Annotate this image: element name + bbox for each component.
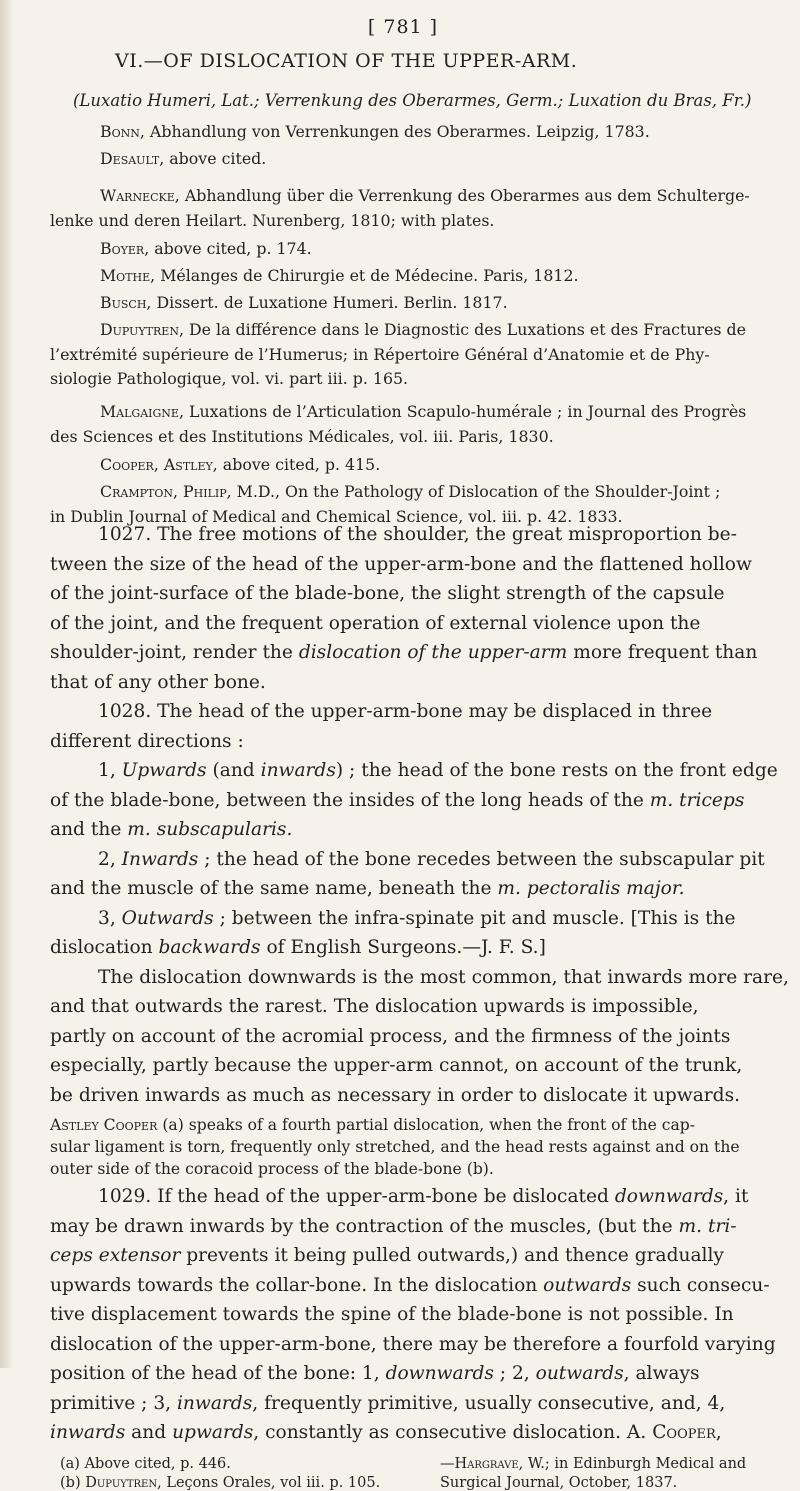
text-line: upwards towards the collar-bone. In the dislocation outwards such consecu- xyxy=(50,1274,770,1296)
text-line: 1027. The free motions of the shoulder, the great misproportion be- xyxy=(98,524,737,545)
text-line: 3, Outwards ; between the infra-spinate pit and muscle. [This is the xyxy=(98,907,736,929)
bib-entry: Crampton, Philip, M.D., On the Pathology of Dislocation of the Shoulder-Joint ; xyxy=(100,482,721,501)
page-edge-shadow xyxy=(0,0,14,1368)
text-line: be driven inwards as much as necessary in order to dislocate it upwards. xyxy=(50,1084,741,1106)
text-line: tive displacement towards the spine of the blade-bone is not possible. In xyxy=(50,1304,734,1325)
bib-entry: Boyer, above cited, p. 174. xyxy=(100,239,312,258)
bib-entry: Mothe, Mélanges de Chirurgie et de Médecine. Paris, 1812. xyxy=(100,266,579,285)
bib-entry-continued: lenke und deren Heilart. Nurenberg, 1810; with plates. xyxy=(50,211,495,230)
bib-entry: Malgaigne, Luxations de l’Articulation Scapulo-humérale ; in Journal des Progrès xyxy=(100,402,747,421)
text-line: Astley Cooper (a) speaks of a fourth partial dislocation, when the front of the cap- xyxy=(50,1116,696,1134)
bib-entry: Dupuytren, De la différence dans le Diagnostic des Luxations et des Fractures de xyxy=(100,320,747,339)
text-line: dislocation of the upper-arm-bone, there may be therefore a fourfold varying xyxy=(50,1333,776,1355)
text-line: of the blade-bone, between the insides of the long heads of the m. triceps xyxy=(50,789,745,811)
text-line: inwards and upwards, constantly as consecutive dislocation. A. Cooper, xyxy=(50,1422,722,1443)
chapter-title: VI.—OF DISLOCATION OF THE UPPER-ARM. xyxy=(115,50,578,72)
text-line: dislocation backwards of English Surgeons.—J. F. S.] xyxy=(50,937,546,958)
text-line: and the muscle of the same name, beneath the m. pectoralis major. xyxy=(50,878,685,899)
text-line: different directions : xyxy=(50,730,244,752)
page-number: [ 781 ] xyxy=(367,16,439,38)
text-line: of the joint-surface of the blade-bone, the slight strength of the capsule xyxy=(50,583,725,604)
bib-entry-continued: l’extrémité supérieure de l’Humerus; in Répertoire Général d’Anatomie et de Phy- xyxy=(50,345,710,364)
text-line: outer side of the coracoid process of the blade-bone (b). xyxy=(50,1160,494,1178)
text-line: sular ligament is torn, frequently only stretched, and the head rests against and on the xyxy=(50,1138,740,1156)
text-line: position of the head of the bone: 1, downwards ; 2, outwards, always xyxy=(50,1363,700,1384)
footnote-hargrave: —Hargrave, W.; in Edinburgh Medical and xyxy=(440,1455,747,1472)
bib-entry: Warnecke, Abhandlung über die Verrenkung des Oberarmes aus dem Schulterge- xyxy=(100,186,750,205)
text-line: The dislocation downwards is the most common, that inwards more rare, xyxy=(98,966,789,988)
bib-entry-continued: siologie Pathologique, vol. vi. part iii. p. 165. xyxy=(50,369,409,388)
text-line: shoulder-joint, render the dislocation of the upper-arm more frequent than xyxy=(50,642,758,663)
chapter-intro: (Luxatio Humeri, Lat.; Verrenkung des Oberarmes, Germ.; Luxation du Bras, Fr.) xyxy=(73,91,752,110)
footnote-a: (a) Above cited, p. 446. xyxy=(60,1455,231,1472)
text-line: especially, partly because the upper-arm cannot, on account of the trunk, xyxy=(50,1055,743,1076)
text-line: 1029. If the head of the upper-arm-bone be dislocated downwards, it xyxy=(98,1186,749,1207)
text-line: 1028. The head of the upper-arm-bone may be displaced in three xyxy=(98,701,713,722)
text-line: ceps extensor prevents it being pulled outwards,) and thence gradually xyxy=(50,1245,724,1266)
text-line: primitive ; 3, inwards, frequently primitive, usually consecutive, and, 4, xyxy=(50,1392,726,1414)
footnote-b: (b) Dupuytren, Leçons Orales, vol iii. p. 105. xyxy=(60,1474,381,1491)
footnote-hargrave-line2: Surgical Journal, October, 1837. xyxy=(440,1474,678,1491)
bib-entry: Cooper, Astley, above cited, p. 415. xyxy=(100,455,381,474)
text-line: of the joint, and the frequent operation of external violence upon the xyxy=(50,612,701,634)
text-line: 1, Upwards (and inwards) ; the head of the bone rests on the front edge xyxy=(98,760,778,781)
text-line: may be drawn inwards by the contraction of the muscles, (but the m. tri- xyxy=(50,1215,737,1237)
text-line: that of any other bone. xyxy=(50,671,266,693)
bib-entry-continued: in Dublin Journal of Medical and Chemical Science, vol. iii. p. 42. 1833. xyxy=(50,507,623,526)
bib-entry: Bonn, Abhandlung von Verrenkungen des Oberarmes. Leipzig, 1783. xyxy=(100,122,650,141)
text-line: and the m. subscapularis. xyxy=(50,819,293,840)
bib-entry: Busch, Dissert. de Luxatione Humeri. Berlin. 1817. xyxy=(100,293,508,312)
bib-entry-continued: des Sciences et des Institutions Médicales, vol. iii. Paris, 1830. xyxy=(50,427,554,446)
text-line: tween the size of the head of the upper-arm-bone and the flattened hollow xyxy=(50,553,752,575)
bib-entry: Desault, above cited. xyxy=(100,149,267,168)
text-line: partly on account of the acromial process, and the firmness of the joints xyxy=(50,1025,731,1047)
text-line: 2, Inwards ; the head of the bone recedes between the subscapular pit xyxy=(98,848,765,870)
text-line: and that outwards the rarest. The dislocation upwards is impossible, xyxy=(50,996,699,1017)
